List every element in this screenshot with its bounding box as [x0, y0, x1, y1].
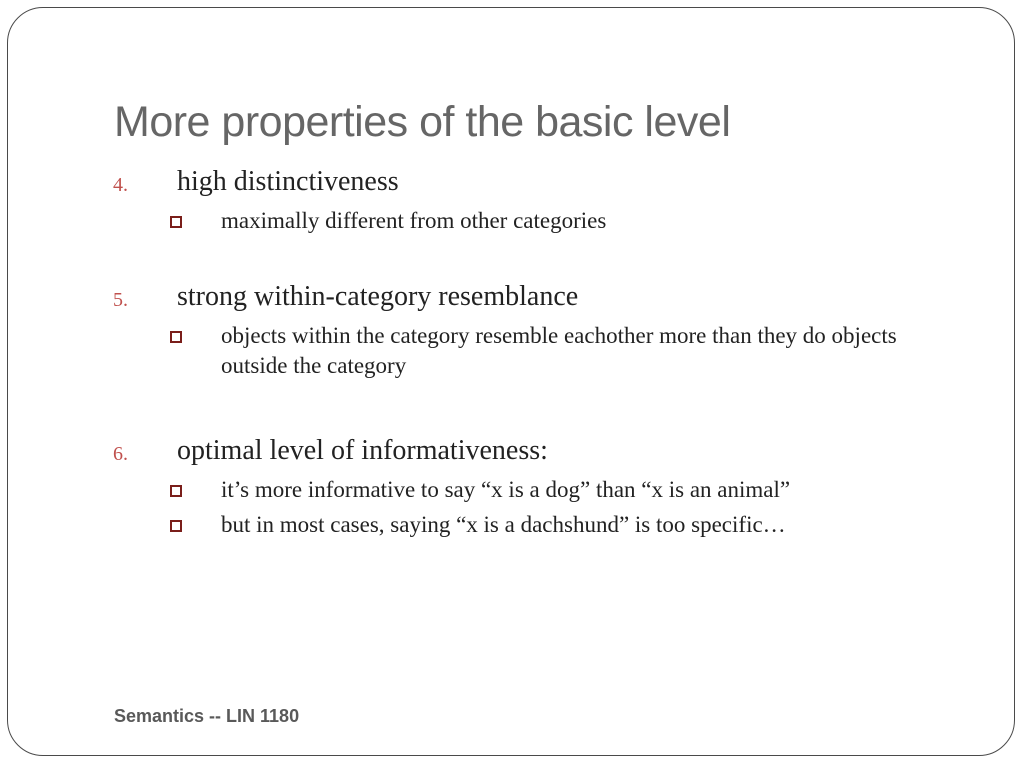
sub-item-text: objects within the category resemble eachother more than they do objects outside the category: [221, 323, 897, 378]
item-heading: strong within-category resemblance: [177, 281, 579, 312]
item-number: 5.: [113, 289, 128, 311]
item-number: 6.: [113, 443, 128, 465]
slide-footer: Semantics -- LIN 1180: [114, 706, 300, 726]
item-number: 4.: [113, 174, 128, 196]
item-heading: high distinctiveness: [177, 166, 399, 197]
slide-title: More properties of the basic level: [114, 98, 731, 146]
square-outline-bullet-icon: [170, 520, 182, 532]
item-heading: optimal level of informativeness:: [177, 435, 548, 466]
square-outline-bullet-icon: [170, 331, 182, 343]
square-outline-bullet-icon: [170, 216, 182, 228]
square-outline-bullet-icon: [170, 485, 182, 497]
sub-item-text: but in most cases, saying “x is a dachshund” is too specific…: [221, 512, 786, 537]
sub-item-text: it’s more informative to say “x is a dog” than “x is an animal”: [221, 477, 791, 502]
sub-item-text: maximally different from other categories: [221, 208, 607, 233]
